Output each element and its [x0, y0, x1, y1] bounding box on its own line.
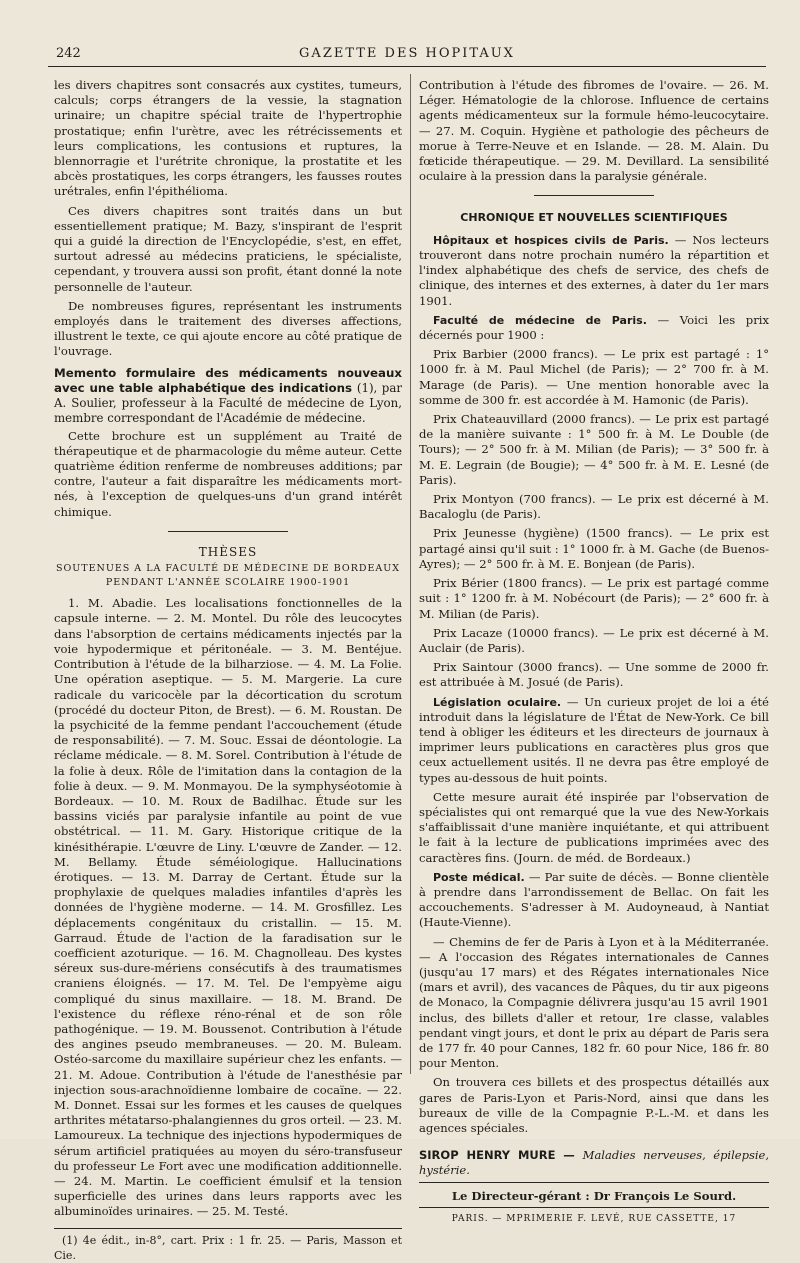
footnote-rule	[54, 1228, 402, 1229]
poste-text: — Par suite de décès. — Bonne clientèle à prendre dans l'arrondissement de Bellac. On fait les accouchements. S'adresser à M. Audoyneaud, à Nantiat (Haute-Vienne).	[419, 869, 769, 930]
legislation-keyword: Législation oculaire.	[433, 695, 562, 709]
footnote: (1) 4e édit., in-8°, cart. Prix : 1 fr. 25. — Paris, Masson et Cie.	[54, 1233, 402, 1262]
memento-title: Memento formulaire des médicaments nouveaux avec une table alphabétique des indications	[54, 365, 402, 395]
faculte-item	[419, 313, 769, 343]
memento-author: (1), par A. Soulier, professeur à la Faculté de médecine de Lyon, membre correspondant de l'Académie de médecine.	[54, 380, 402, 425]
page-header	[48, 44, 766, 67]
prix-jeunesse: Prix Jeunesse (hygiène) (1500 francs). — Le prix est partagé ainsi qu'il suit : 1° 1000 fr. à M. Gache (de Buenos-Ayres); — 2° 500 fr. à M. E. Bonjean (de Paris).	[419, 526, 769, 571]
section-divider	[54, 526, 402, 541]
theses-heading: THÈSES	[198, 545, 258, 560]
review-paragraph-1: les divers chapitres sont consacrés aux cystites, tumeurs, calculs; corps étrangers de la vessie, la stagnation urinaire; un chapitre spécial traite de l'hypertrophie prostatique; enfin l'urètre, avec les rétrécissements et leurs complications, les contusions et ruptures, la blennorragie et l'urétrite chronique, la prostatite et les abcès prostatiques, les corps étrangers, les fausses routes urétrales, enfin l'épithélioma.	[54, 78, 402, 199]
hopitaux-item	[419, 233, 769, 309]
legislation-text: — Un curieux projet de loi a été introduit dans la législature de l'État de New-York. Ce bill tend à obliger les éditeurs et les directeurs de journaux à imprimer leurs publications en caractères plus gros que ceux actuellement usités. Il ne devra pas être employé de types au-dessous de huit points.	[419, 694, 769, 785]
prix-montyon: Prix Montyon (700 francs). — Le prix est décerné à M. Bacaloglu (de Paris).	[419, 492, 769, 522]
sirop-keyword: SIROP HENRY MURE —	[419, 1148, 575, 1163]
left-column	[54, 78, 402, 1263]
sirop-text: Maladies nerveuses, épilepsie, hystérie.	[419, 1148, 769, 1178]
section-divider-right	[419, 190, 769, 205]
theses-list: 1. M. Abadie. Les localisations fonctionnelles de la capsule interne. — 2. M. Montel. Du rôle des leucocytes dans l'absorption de certains médicaments injectés par la voie hypodermique et péritonéale. — 3. M. Bentéjue. Contribution à l'étude de la bilharziose. — 4. M. La Folie. Une opération aseptique. — 5. M. Margerie. La cure radicale du varicocèle par la décortication du scrotum (procédé du docteur Piton, de Brest). — 6. M. Roustan. De la psychicité de la femme pendant l'accouchement (étude de responsabilité). — 7. M. Souc. Essai de déontologie. La réclame médicale. — 8. M. Sorel. Contribution à l'étude de la folie à deux. Rôle de l'imitation dans la contagion de la folie à deux. — 9. M. Monmayou. De la symphyséotomie à Bordeaux. — 10. M. Roux de Badilhac. Étude sur les bassins viciés par paralysie infantile au point de vue obstétrical. — 11. M. Gary. Historique critique de la kinésithérapie. L'œuvre de Liny. L'œuvre de Zander. — 12. M. Bellamy. Étude séméiologique. Hallucinations érotiques. — 13. M. Darray de Certant. Étude sur la prophylaxie de quelques maladies infantiles d'après les données de l'hygiène moderne. — 14. M. Grosfillez. Les déplacements congénitaux du cristallin. — 15. M. Garraud. Étude de l'action de la faradisation sur le coefficient azoturique. — 16. M. Chagnolleau. Des kystes séreux sus-dure-mériens consécutifs à des traumatismes craniens éloignés. — 17. M. Tel. De l'empyème aigu compliqué du sinus maxillaire. — 18. M. Brand. De l'existence du réflexe réno-rénal et de son rôle pathogénique. — 19. M. Boussenot. Contribution à l'étude des angines pseudo membraneuses. — 20. M. Buleam. Ostéo-sarcome du maxillaire supérieur chez les enfants. — 21. M. Adoue. Contribution à l'étude de l'anesthésie par injection sous-arachnoïdienne lombaire de cocaïne. — 22. M. Donnet. Essai sur les formes et les causes de quelques arthrites métatarso-phalangiennes du gros orteil. — 23. M. Lamoureux. La technique des injections hypodermiques de sérum artificiel pratiquées au moyen du séro-transfuseur du professeur Le Fort avec une modification additionnelle. — 24. M. Martin. Le coefficient émulsif et la tension superficielle des urines dans leurs rapports avec les albuminoïdes urinaires. — 25. M. Testé.	[54, 596, 402, 1219]
prix-lacaze: Prix Lacaze (10000 francs). — Le prix est décerné à M. Auclair (de Paris).	[419, 625, 769, 655]
memento-heading	[54, 366, 402, 426]
imprimerie-line: PARIS. — MPRIMERIE F. LEVÉ, RUE CASSETTE, 17	[451, 1213, 737, 1224]
hopitaux-text: — Nos lecteurs trouveront dans notre prochain numéro la répartition et l'index alphabétique des chefs de service, des chefs de clinique, des internes et des externes, à dater du 1er mars 1901.	[419, 232, 769, 308]
theses-subheading	[54, 562, 402, 590]
review-paragraph-2: Ces divers chapitres sont traités dans un but essentiellement pratique; M. Bazy, s'inspirant de l'esprit qui a guidé la direction de l'Encyclopédie, s'est, en effet, surtout adressé au médecins praticiens, le spécialiste, cependant, y trouvera aussi son profit, étant donné la note personnelle de l'auteur.	[54, 203, 402, 294]
review-paragraph-3: De nombreuses figures, représentant les instruments employés dans le traitement des diverses affections, illustrent le texte, ce qui ajoute encore au côté pratique de l'ouvrage.	[54, 298, 402, 359]
theses-subheading-line-2: PENDANT L'ANNÉE SCOLAIRE 1900-1901	[105, 577, 351, 589]
prix-saintour: Prix Saintour (3000 francs). — Une somme de 2000 fr. est attribuée à M. Josué (de Paris).	[419, 660, 769, 690]
chemins-de-fer-paragraph-2: On trouvera ces billets et des prospectus détaillés aux gares de Paris-Lyon et Paris-Nord, ainsi que dans les bureaux de ville de la Compagnie P.-L.-M. et dans les agences spéciales.	[419, 1075, 769, 1135]
legislation-item	[419, 695, 769, 786]
theses-subheading-line-1: SOUTENUES A LA FACULTÉ DE MÉDECINE DE BORDEAUX	[55, 563, 401, 575]
memento-paragraph: Cette brochure est un supplément au Traité de thérapeutique et de pharmacologie du même auteur. Cette quatrième édition renferme de nombreuses additions; par contre, l'auteur a fait disparaître les médicaments mort-nés, à l'exception de quelques-uns d'un grand intérêt chimique.	[54, 428, 402, 519]
legislation-paragraph-2: Cette mesure aurait été inspirée par l'observation de spécialistes qui ont remarqué que la vue des New-Yorkais s'affaiblissait d'une manière inquiétante, et qui attribuent le fait à la lecture de publications imprimées avec des caractères fins. (Journ. de méd. de Bordeaux.)	[419, 789, 769, 865]
faculte-text: — Voici les prix décernés pour 1900 :	[419, 312, 770, 343]
prix-berier: Prix Bérier (1800 francs). — Le prix est partagé comme suit : 1° 1200 fr. à M. Nobécourt (de Paris); — 2° 600 fr. à M. Milian (de Paris).	[419, 576, 769, 621]
poste-item	[419, 870, 769, 931]
journal-title: GAZETTE DES HOPITAUX	[299, 46, 515, 61]
prix-chateauvillard: Prix Chateauvillard (2000 francs). — Le prix est partagé de la manière suivante : 1° 500 fr. à M. Le Double (de Tours); — 2° 500 fr. à M. Milian (de Paris); — 3° 500 fr. à M. E. Legrain (de Bougie); — 4° 500 fr. à M. E. Lesné (de Paris).	[419, 412, 769, 487]
hopitaux-keyword: Hôpitaux et hospices civils de Paris.	[433, 233, 669, 247]
theses-list-continued: Contribution à l'étude des fibromes de l'ovaire. — 26. M. Léger. Hématologie de la chlorose. Influence de certains agents médicamenteux sur la formule hémo-leucocytaire. — 27. M. Coquin. Hygiène et pathologie des pêcheurs de morue à Terre-Neuve et en Islande. — 28. M. Alain. Du fœticide thérapeutique. — 29. M. Devillard. La sensibilité oculaire à la pression dans la paralysie générale.	[419, 78, 769, 184]
directeur-gerant: Le Directeur-gérant : Dr François Le Sourd.	[419, 1189, 769, 1208]
page-number: 242	[56, 46, 81, 61]
column-divider	[410, 74, 411, 1074]
chronique-heading: CHRONIQUE ET NOUVELLES SCIENTIFIQUES	[460, 210, 728, 224]
sirop-advertisement	[419, 1148, 769, 1182]
faculte-keyword: Faculté de médecine de Paris.	[433, 313, 647, 327]
prix-barbier: Prix Barbier (2000 francs). — Le prix est partagé : 1° 1000 fr. à M. Paul Michel (de Paris); — 2° 700 fr. à M. Marage (de Paris). — Une mention honorable avec la somme de 300 fr. est accordée à M. Hamonic (de Paris).	[419, 347, 769, 407]
right-column	[419, 78, 769, 1227]
chemins-de-fer-item: — Chemins de fer de Paris à Lyon et à la Méditerranée. — A l'occasion des Régates internationales de Cannes (jusqu'au 17 mars) et des Régates internationales Nice (mars et avril), des vacances de Pâques, du tir aux pigeons de Monaco, la Compagnie délivrera jusqu'au 15 avril 1901 inclus, des billets d'aller et retour, 1re classe, valables pendant vingt jours, et dont le prix au départ de Paris sera de 177 fr. 40 pour Cannes, 182 fr. 60 pour Nice, 186 fr. 80 pour Menton.	[419, 934, 769, 1071]
poste-keyword: Poste médical.	[433, 870, 525, 884]
